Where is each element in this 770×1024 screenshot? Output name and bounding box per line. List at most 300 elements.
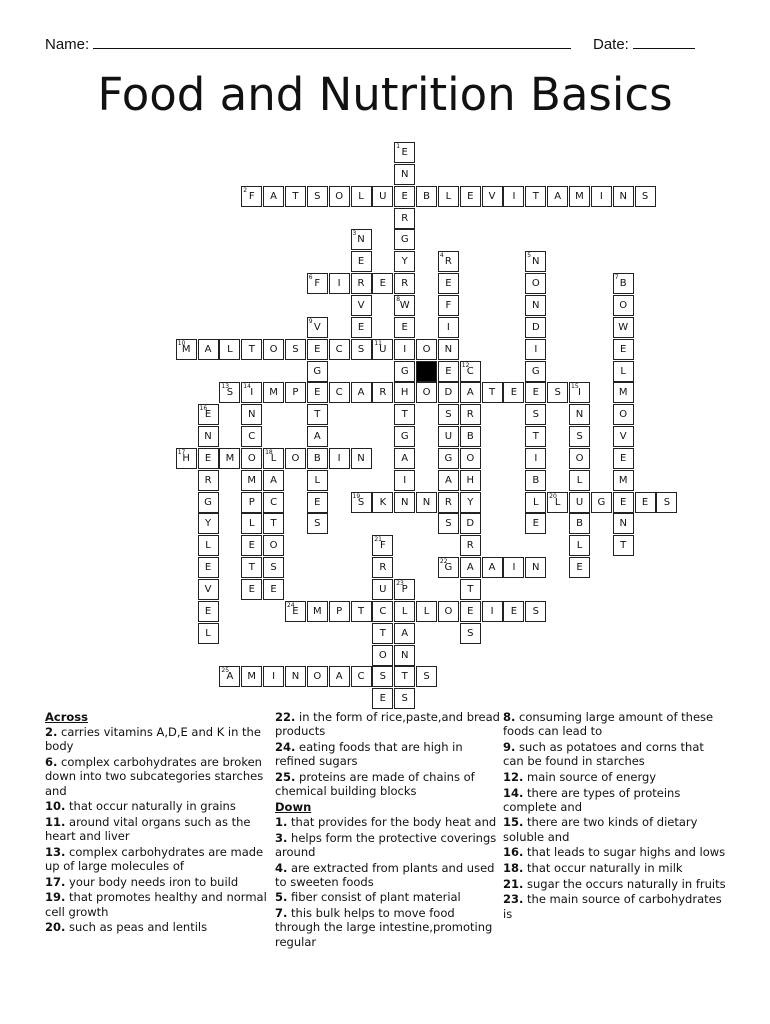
grid-cell[interactable] [307, 273, 328, 294]
grid-cell[interactable] [525, 382, 546, 403]
grid-cell[interactable] [460, 404, 481, 425]
grid-cell[interactable] [198, 535, 219, 556]
cell-letter: L [270, 452, 277, 464]
grid-cell[interactable] [198, 579, 219, 600]
grid-cell[interactable] [394, 186, 415, 207]
cell-letter: M [181, 343, 191, 355]
grid-cell[interactable] [351, 295, 372, 316]
grid-cell[interactable] [438, 404, 459, 425]
cell-letter: O [575, 452, 584, 464]
grid-cell[interactable] [307, 426, 328, 447]
grid-cell[interactable] [241, 557, 262, 578]
grid-cell[interactable] [525, 186, 546, 207]
cell-letter: M [269, 387, 278, 399]
grid-cell[interactable] [525, 295, 546, 316]
grid-cell[interactable] [372, 382, 393, 403]
cell-letter: R [401, 278, 409, 290]
cell-letter: T [357, 605, 365, 617]
grid-cell[interactable] [547, 492, 568, 513]
cell-letter: R [379, 387, 387, 399]
grid-cell[interactable] [569, 492, 590, 513]
grid-cell[interactable] [525, 492, 546, 513]
down-heading: Down [275, 799, 312, 814]
grid-cell[interactable] [241, 426, 262, 447]
grid-cell[interactable] [569, 535, 590, 556]
grid-cell[interactable] [416, 339, 437, 360]
grid-cell[interactable] [525, 513, 546, 534]
grid-cell[interactable] [394, 273, 415, 294]
grid-cell[interactable] [525, 470, 546, 491]
grid-cell[interactable] [329, 186, 350, 207]
cell-letter: B [576, 518, 583, 530]
clue-number: 10 [177, 339, 186, 347]
cell-letter: R [466, 540, 474, 552]
grid-cell[interactable] [394, 426, 415, 447]
grid-cell[interactable] [372, 688, 393, 709]
clue-item [503, 770, 728, 784]
grid-cell[interactable] [394, 404, 415, 425]
grid-cell[interactable] [569, 470, 590, 491]
grid-cell[interactable] [219, 448, 240, 469]
grid-cell[interactable] [307, 470, 328, 491]
grid-cell[interactable] [460, 186, 481, 207]
grid-cell[interactable] [591, 492, 612, 513]
grid-cell[interactable] [460, 448, 481, 469]
grid-cell[interactable] [241, 404, 262, 425]
grid-cell[interactable] [372, 601, 393, 622]
grid-cell[interactable] [394, 492, 415, 513]
grid-cell[interactable] [613, 295, 634, 316]
grid-cell[interactable] [372, 492, 393, 513]
grid-cell[interactable] [307, 404, 328, 425]
cell-letter: L [554, 496, 561, 508]
grid-cell[interactable] [460, 426, 481, 447]
cell-letter: F [248, 190, 255, 202]
clue-item [503, 861, 728, 875]
clue-number: 3. [275, 830, 288, 845]
cell-letter: V [619, 431, 627, 443]
grid-cell[interactable] [482, 601, 503, 622]
grid-cell[interactable] [372, 186, 393, 207]
grid-cell[interactable] [438, 513, 459, 534]
grid-cell[interactable] [198, 492, 219, 513]
grid-cell[interactable] [198, 448, 219, 469]
cell-letter: S [423, 671, 430, 683]
cell-letter: A [466, 562, 474, 574]
grid-cell[interactable] [285, 666, 306, 687]
grid-cell[interactable] [263, 666, 284, 687]
grid-cell[interactable] [525, 426, 546, 447]
grid-cell[interactable] [503, 601, 524, 622]
cell-letter: T [532, 431, 539, 443]
clue-number: 19 [352, 492, 361, 500]
grid-cell[interactable] [219, 339, 240, 360]
cell-letter: L [358, 190, 364, 202]
grid-cell[interactable] [394, 623, 415, 644]
grid-cell[interactable] [307, 186, 328, 207]
clue-text: complex carbohydrates are made up of large molecules of [45, 844, 264, 874]
grid-cell[interactable] [613, 273, 634, 294]
clue-number: 18 [265, 448, 273, 456]
cell-letter: C [466, 365, 474, 377]
grid-cell[interactable] [613, 448, 634, 469]
grid-cell[interactable] [482, 186, 503, 207]
grid-cell[interactable] [438, 339, 459, 360]
clue-number: 19. [45, 890, 66, 905]
grid-cell[interactable] [438, 557, 459, 578]
grid-cell[interactable] [329, 448, 350, 469]
grid-cell[interactable] [525, 361, 546, 382]
grid-cell[interactable] [198, 623, 219, 644]
cell-letter: M [618, 474, 628, 486]
grid-cell[interactable] [438, 448, 459, 469]
grid-cell[interactable] [372, 273, 393, 294]
cell-letter: S [314, 190, 321, 202]
grid-cell[interactable] [307, 513, 328, 534]
cell-letter: T [248, 562, 255, 574]
grid-cell[interactable] [569, 382, 590, 403]
cell-letter: N [619, 518, 627, 530]
grid-cell[interactable] [394, 295, 415, 316]
grid-cell[interactable] [307, 601, 328, 622]
cell-letter: V [204, 584, 212, 595]
grid-cell[interactable] [329, 339, 350, 360]
cell-letter: A [401, 452, 409, 464]
clue-item [275, 710, 500, 738]
grid-cell[interactable] [394, 164, 415, 185]
clue-item [275, 815, 500, 829]
cell-letter: I [512, 562, 516, 574]
cell-letter: E [620, 343, 627, 355]
grid-cell[interactable] [307, 339, 328, 360]
cell-letter: O [247, 452, 256, 464]
cell-letter: E [292, 605, 299, 617]
grid-cell[interactable] [569, 186, 590, 207]
grid-cell[interactable] [263, 513, 284, 534]
grid-cell[interactable] [613, 513, 634, 534]
grid-cell[interactable] [198, 513, 219, 534]
clue-item [503, 877, 728, 891]
clue-text: in the form of rice,paste,and bread products [275, 710, 500, 739]
cell-letter: E [204, 562, 212, 574]
grid-cell[interactable] [438, 426, 459, 447]
grid-cell[interactable] [460, 361, 481, 382]
clue-text: that occur naturally in grains [65, 799, 236, 814]
grid-cell[interactable] [569, 557, 590, 578]
grid-cell[interactable] [372, 666, 393, 687]
cell-letter: C [248, 431, 256, 443]
grid-cell[interactable] [394, 645, 415, 666]
grid-cell[interactable] [394, 382, 415, 403]
grid-cell[interactable] [613, 317, 634, 338]
clue-number: 14. [503, 785, 524, 800]
grid-cell[interactable] [438, 251, 459, 272]
grid-cell[interactable] [351, 251, 372, 272]
grid-cell[interactable] [460, 535, 481, 556]
grid-cell[interactable] [460, 382, 481, 403]
clue-text: such as potatoes and corns that can be found in starches [503, 739, 704, 769]
grid-cell[interactable] [591, 186, 612, 207]
grid-cell[interactable] [525, 339, 546, 360]
grid-cell[interactable] [569, 426, 590, 447]
grid-cell[interactable] [263, 492, 284, 513]
grid-cell[interactable] [263, 339, 284, 360]
grid-cell[interactable] [613, 361, 634, 382]
grid-cell[interactable] [416, 186, 437, 207]
cell-letter: N [619, 190, 627, 202]
grid-cell[interactable] [438, 382, 459, 403]
cell-letter: I [490, 605, 494, 617]
grid-cell[interactable] [241, 579, 262, 600]
clue-text: the main source of carbohydrates is [503, 892, 722, 921]
grid-cell[interactable] [394, 251, 415, 272]
grid-cell[interactable] [198, 601, 219, 622]
clue-number: 10. [45, 799, 66, 814]
grid-cell[interactable] [263, 186, 284, 207]
cell-letter: L [620, 365, 626, 377]
clue-item [45, 755, 270, 798]
grid-cell[interactable] [351, 317, 372, 338]
grid-cell[interactable] [307, 382, 328, 403]
cell-letter: L [248, 518, 255, 530]
clue-number: 6. [45, 755, 58, 770]
grid-cell[interactable] [176, 339, 197, 360]
cell-letter: I [446, 321, 450, 333]
grid-cell[interactable] [198, 404, 219, 425]
grid-cell[interactable] [613, 492, 634, 513]
grid-cell[interactable] [394, 208, 415, 229]
clue-item [45, 725, 270, 753]
grid-cell[interactable] [263, 579, 284, 600]
grid-cell[interactable] [285, 186, 306, 207]
grid-cell[interactable] [460, 513, 481, 534]
grid-cell[interactable] [438, 601, 459, 622]
grid-cell[interactable] [351, 273, 372, 294]
grid-cell[interactable] [394, 361, 415, 382]
grid-cell[interactable] [394, 229, 415, 250]
clue-item [275, 861, 500, 889]
cell-letter: B [532, 474, 540, 486]
grid-cell[interactable] [351, 601, 372, 622]
grid-cell[interactable] [372, 579, 393, 600]
grid-cell[interactable] [394, 448, 415, 469]
grid-cell[interactable] [307, 317, 328, 338]
grid-cell[interactable] [285, 448, 306, 469]
cell-letter: L [445, 190, 452, 202]
grid-cell[interactable] [307, 492, 328, 513]
grid-cell[interactable] [635, 492, 656, 513]
cell-letter: E [204, 605, 212, 617]
grid-cell[interactable] [460, 492, 481, 513]
across-heading: Across [45, 710, 88, 724]
grid-cell[interactable] [241, 666, 262, 687]
grid-cell[interactable] [394, 142, 415, 163]
grid-cell[interactable] [285, 382, 306, 403]
grid-cell[interactable] [263, 557, 284, 578]
clue-number: 4 [439, 252, 444, 260]
grid-cell[interactable] [613, 470, 634, 491]
grid-cell[interactable] [569, 448, 590, 469]
grid-cell[interactable] [503, 186, 524, 207]
grid-cell[interactable] [372, 557, 393, 578]
grid-cell[interactable] [198, 426, 219, 447]
grid-cell[interactable] [416, 601, 437, 622]
grid-cell[interactable] [460, 601, 481, 622]
grid-cell[interactable] [482, 382, 503, 403]
cell-letter: G [444, 562, 453, 574]
grid-cell[interactable] [263, 535, 284, 556]
grid-cell[interactable] [219, 666, 240, 687]
grid-cell[interactable] [438, 492, 459, 513]
grid-cell[interactable] [394, 688, 415, 709]
grid-cell[interactable] [351, 492, 372, 513]
clue-number: 22. [275, 710, 296, 724]
grid-cell[interactable] [285, 601, 306, 622]
cell-letter: B [313, 452, 321, 464]
clue-item [275, 890, 500, 904]
cell-letter: M [225, 452, 235, 464]
grid-cell[interactable] [241, 339, 262, 360]
grid-cell[interactable] [525, 251, 546, 272]
grid-cell[interactable] [198, 470, 219, 491]
grid-cell[interactable] [372, 535, 393, 556]
grid-cell[interactable] [241, 492, 262, 513]
grid-cell[interactable] [525, 317, 546, 338]
cell-letter: N [575, 409, 584, 421]
grid-cell[interactable] [460, 623, 481, 644]
cell-letter: S [641, 190, 649, 202]
grid-cell[interactable] [351, 382, 372, 403]
cell-letter: L [227, 343, 233, 355]
grid-cell[interactable] [263, 470, 284, 491]
grid-cell[interactable] [394, 317, 415, 338]
grid-cell[interactable] [241, 448, 262, 469]
cell-letter: Y [204, 518, 212, 530]
cell-letter: O [422, 343, 431, 355]
grid-cell[interactable] [241, 535, 262, 556]
across-clue-list-cont [275, 710, 500, 798]
grid-cell[interactable] [329, 666, 350, 687]
grid-cell[interactable] [525, 448, 546, 469]
grid-cell[interactable] [394, 666, 415, 687]
grid-cell[interactable] [285, 339, 306, 360]
grid-cell[interactable] [613, 426, 634, 447]
grid-cell[interactable] [351, 666, 372, 687]
grid-cell[interactable] [241, 186, 262, 207]
grid-cell[interactable] [351, 229, 372, 250]
clue-number: 24. [275, 739, 296, 754]
grid-cell[interactable] [613, 186, 634, 207]
cell-letter: E [620, 496, 627, 508]
cell-letter: O [619, 299, 628, 311]
grid-cell[interactable] [569, 404, 590, 425]
grid-cell[interactable] [613, 382, 634, 403]
grid-cell[interactable] [263, 448, 284, 469]
cell-letter: O [444, 605, 453, 617]
grid-cell[interactable] [351, 339, 372, 360]
grid-cell[interactable] [569, 513, 590, 534]
cell-letter: S [467, 627, 474, 639]
grid-cell[interactable] [460, 557, 481, 578]
grid-cell[interactable] [438, 361, 459, 382]
grid-cell[interactable] [394, 601, 415, 622]
cell-letter: T [620, 540, 627, 552]
grid-cell[interactable] [460, 470, 481, 491]
cell-letter: G [531, 365, 540, 377]
grid-cell[interactable] [176, 448, 197, 469]
grid-cell[interactable] [329, 273, 350, 294]
grid-cell[interactable] [656, 492, 677, 513]
grid-cell[interactable] [547, 382, 568, 403]
grid-cell[interactable] [198, 557, 219, 578]
grid-cell[interactable] [503, 382, 524, 403]
grid-cell[interactable] [438, 186, 459, 207]
grid-cell[interactable] [416, 666, 437, 687]
cell-letter: V [357, 299, 365, 311]
grid-cell[interactable] [547, 186, 568, 207]
clue-number: 5 [527, 252, 532, 260]
clue-item [503, 815, 728, 843]
grid-cell[interactable] [482, 557, 503, 578]
grid-cell[interactable] [416, 382, 437, 403]
cell-letter: E [314, 496, 321, 508]
grid-cell[interactable] [394, 339, 415, 360]
grid-cell[interactable] [329, 382, 350, 403]
grid-cell[interactable] [503, 557, 524, 578]
grid-cell[interactable] [198, 339, 219, 360]
grid-cell[interactable] [372, 623, 393, 644]
grid-cell[interactable] [307, 361, 328, 382]
grid-cell[interactable] [219, 382, 240, 403]
grid-cell[interactable] [241, 470, 262, 491]
grid-cell[interactable] [525, 601, 546, 622]
grid-cell[interactable] [525, 557, 546, 578]
grid-cell[interactable] [351, 186, 372, 207]
grid-cell[interactable] [329, 601, 350, 622]
cell-letter: U [444, 431, 453, 443]
grid-cell[interactable] [263, 382, 284, 403]
grid-cell[interactable] [394, 470, 415, 491]
grid-cell[interactable] [525, 404, 546, 425]
grid-cell[interactable] [351, 448, 372, 469]
grid-cell[interactable] [438, 273, 459, 294]
grid-cell[interactable] [438, 317, 459, 338]
cell-letter: O [291, 452, 300, 464]
clue-number: 23. [503, 892, 524, 907]
grid-cell[interactable] [438, 295, 459, 316]
grid-cell[interactable] [241, 513, 262, 534]
grid-cell[interactable] [372, 339, 393, 360]
clue-number: 8. [503, 710, 516, 724]
grid-cell[interactable] [525, 273, 546, 294]
grid-cell[interactable] [613, 404, 634, 425]
grid-cell[interactable] [635, 186, 656, 207]
grid-cell[interactable] [394, 579, 415, 600]
clue-text: this bulk helps to move food through the large intestine,promoting regular [275, 906, 493, 949]
cell-letter: S [445, 518, 452, 530]
grid-cell[interactable] [307, 666, 328, 687]
cell-letter: A [313, 431, 321, 443]
grid-cell[interactable] [372, 645, 393, 666]
clue-number: 16. [503, 845, 524, 860]
grid-cell[interactable] [438, 470, 459, 491]
grid-cell[interactable] [307, 448, 328, 469]
grid-cell[interactable] [613, 535, 634, 556]
grid-cell[interactable] [613, 339, 634, 360]
grid-cell[interactable] [460, 579, 481, 600]
grid-cell[interactable] [416, 492, 437, 513]
grid-cell[interactable] [241, 382, 262, 403]
